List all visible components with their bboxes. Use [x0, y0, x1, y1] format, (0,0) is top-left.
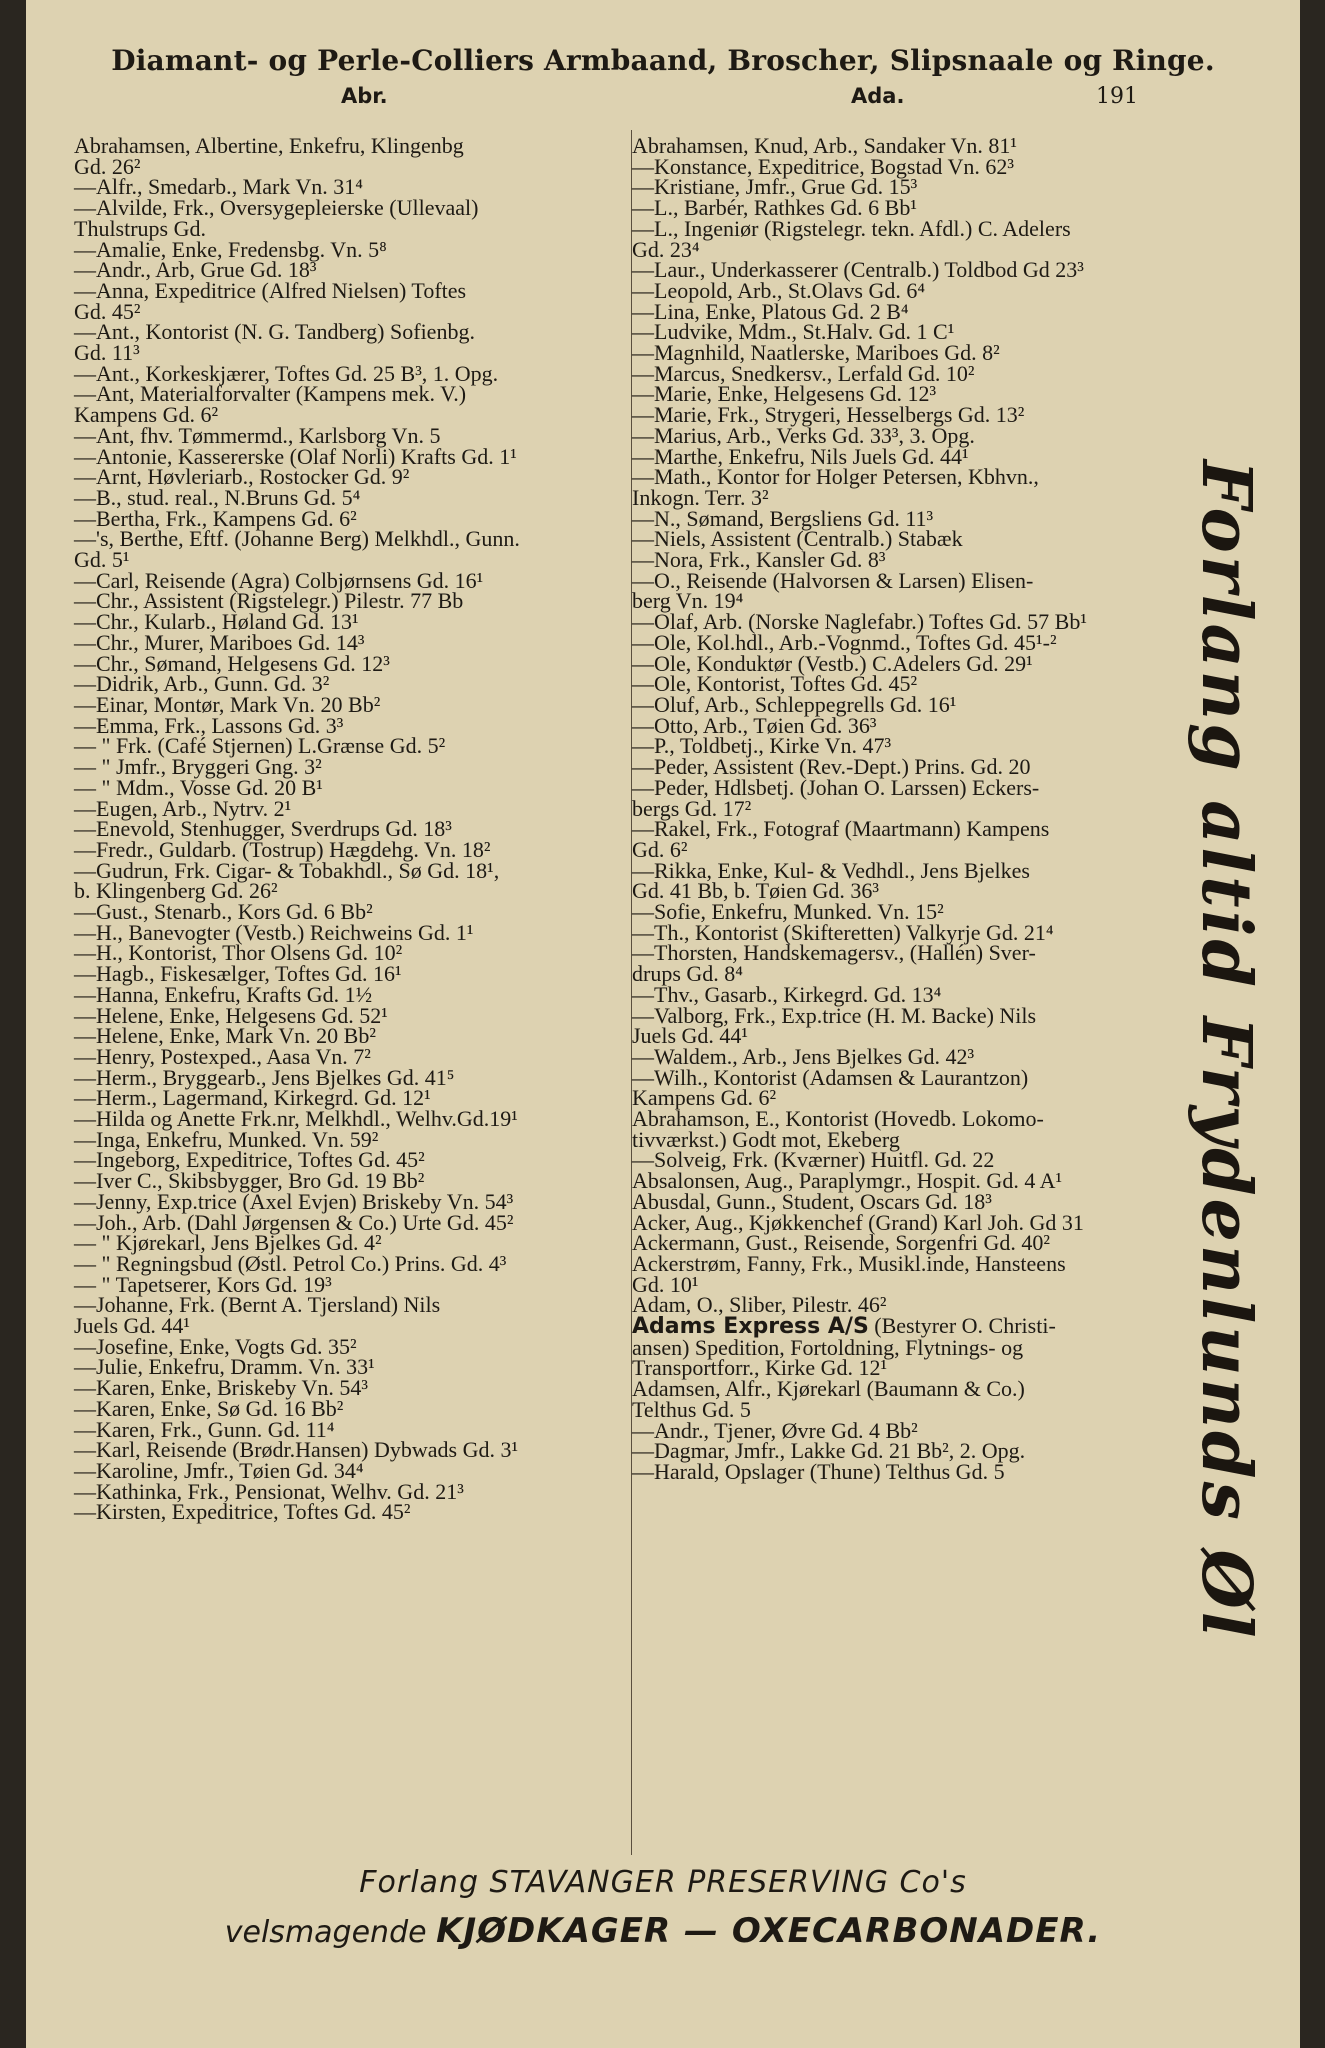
directory-entry-line: —L., Barbér, Rathkes Gd. 6 Bb¹ — [632, 195, 917, 221]
directory-entry-line: —Thv., Gasarb., Kirkegrd. Gd. 13⁴ — [632, 981, 942, 1007]
directory-entry-line: —Chr., Sømand, Helgesens Gd. 12³ — [74, 650, 390, 676]
directory-entry-line: — " Jmfr., Bryggeri Gng. 3² — [74, 754, 322, 780]
directory-entry-line: —Andr., Arb, Grue Gd. 18³ — [74, 257, 317, 283]
footer-product: KJØDKAGER — OXECARBONADER. — [436, 1911, 1102, 1951]
footer-advertisement-line-1: Forlang STAVANGER PRESERVING Co's — [359, 1865, 967, 1900]
directory-entry-line: —Laur., Underkasserer (Centralb.) Toldbod Gd 23³ — [632, 257, 1084, 283]
directory-entry-line: —Gudrun, Frk. Cigar- & Tobakhdl., Sø Gd. 18¹, — [74, 857, 500, 883]
directory-entry-line: —Julie, Enkefru, Dramm. Vn. 33¹ — [74, 1354, 375, 1380]
directory-entry-line: —Iver C., Skibsbygger, Bro Gd. 19 Bb² — [74, 1168, 425, 1194]
directory-entry-line: Absalonsen, Aug., Paraplymgr., Hospit. Gd. 4 A¹ — [632, 1168, 1063, 1194]
directory-entry-line: — " Regningsbud (Østl. Petrol Co.) Prins. Gd. 4³ — [74, 1250, 507, 1276]
directory-entry-line: —Marie, Enke, Helgesens Gd. 12³ — [632, 381, 937, 407]
directory-entry-line: —Waldem., Arb., Jens Bjelkes Gd. 42³ — [632, 1043, 975, 1069]
directory-entry-line: Ackerstrøm, Fanny, Frk., Musikl.inde, Hansteens — [632, 1250, 1066, 1276]
directory-entry-line: —Niels, Assistent (Centralb.) Stabæk — [632, 526, 963, 552]
directory-entry-line: —Karen, Enke, Sø Gd. 16 Bb² — [74, 1395, 344, 1421]
directory-entry-line: Gd. 41 Bb, b. Tøien Gd. 36³ — [632, 878, 879, 904]
directory-entry-line: —Henry, Postexped., Aasa Vn. 7² — [74, 1043, 371, 1069]
directory-entry-line: Inkogn. Terr. 3² — [632, 484, 769, 510]
directory-entry-line: Kampens Gd. 6² — [74, 402, 219, 428]
directory-entry-line: —Rakel, Frk., Fotograf (Maartmann) Kampens — [632, 816, 1050, 842]
directory-entry-line: —Joh., Arb. (Dahl Jørgensen & Co.) Urte Gd. 45² — [74, 1209, 514, 1235]
page-number: 191 — [1096, 84, 1138, 109]
directory-entry-line: Gd. 5¹ — [74, 547, 130, 573]
directory-entry-line: —O., Reisende (Halvorsen & Larsen) Elisen- — [632, 567, 1034, 593]
directory-entry-line: —Karen, Frk., Gunn. Gd. 11⁴ — [74, 1416, 335, 1442]
directory-entry-line: bergs Gd. 17² — [632, 795, 752, 821]
directory-entry-line: —Herm., Bryggearb., Jens Bjelkes Gd. 41⁵ — [74, 1064, 455, 1090]
directory-entry-line: —Emma, Frk., Lassons Gd. 3³ — [74, 712, 344, 738]
directory-entry-line: Acker, Aug., Kjøkkenchef (Grand) Karl Joh. Gd 31 — [632, 1209, 1084, 1235]
directory-entry-line: —Oluf, Arb., Schleppegrells Gd. 16¹ — [632, 691, 957, 717]
directory-entry-line: Thulstrups Gd. — [74, 215, 206, 241]
directory-entry-line: —Hanna, Enkefru, Krafts Gd. 1½ — [74, 981, 373, 1007]
directory-entry-line: —P., Toldbetj., Kirke Vn. 47³ — [632, 733, 892, 759]
directory-entry-line: —Marie, Frk., Strygeri, Hesselbergs Gd. 13² — [632, 402, 1025, 428]
running-head-middle: Ada. — [851, 84, 905, 108]
directory-entry-line: —Wilh., Kontorist (Adamsen & Laurantzon) — [632, 1064, 1029, 1090]
directory-entry-line: Gd. 26² — [74, 153, 141, 179]
directory-entry-line: —Gust., Stenarb., Kors Gd. 6 Bb² — [74, 899, 373, 925]
directory-entry-line: —Johanne, Frk. (Bernt A. Tjersland) Nils — [74, 1292, 441, 1318]
directory-entry-line: Abrahamsen, Knud, Arb., Sandaker Vn. 81¹ — [632, 133, 1018, 158]
directory-entry-line: —Alfr., Smedarb., Mark Vn. 31⁴ — [74, 174, 363, 200]
directory-entry-line: —Th., Kontorist (Skifteretten) Valkyrje Gd. 21⁴ — [632, 919, 1054, 945]
directory-entry-line: — " Mdm., Vosse Gd. 20 B¹ — [74, 774, 323, 800]
directory-entry-line: —Ole, Kontorist, Toftes Gd. 45² — [632, 671, 918, 697]
directory-entry-line: —Karl, Reisende (Brødr.Hansen) Dybwads Gd. 3¹ — [74, 1437, 519, 1463]
directory-entry-line: — " Kjørekarl, Jens Bjelkes Gd. 4² — [74, 1230, 382, 1256]
directory-entry-line: —Inga, Enkefru, Munked. Vn. 59² — [74, 1126, 379, 1152]
directory-entry-line: —Sofie, Enkefru, Munked. Vn. 15² — [632, 899, 944, 925]
directory-entry-line: —Bertha, Frk., Kampens Gd. 6² — [74, 505, 357, 531]
directory-entry-line: —Helene, Enke, Mark Vn. 20 Bb² — [74, 1023, 376, 1049]
directory-entry-line: —Kathinka, Frk., Pensionat, Welhv. Gd. 21³ — [74, 1478, 464, 1504]
directory-entry-line: —B., stud. real., N.Bruns Gd. 5⁴ — [74, 484, 361, 510]
directory-entry-line: tivværkst.) Godt mot, Ekeberg — [632, 1126, 900, 1152]
directory-entry-line: —Thorsten, Handskemagersv., (Hallén) Sver- — [632, 940, 1036, 966]
directory-entry-line: —'s, Berthe, Eftf. (Johanne Berg) Melkhdl., Gunn. — [74, 526, 520, 552]
directory-entry-line: —L., Ingeniør (Rigstelegr. tekn. Afdl.) C. Adelers — [632, 215, 1071, 241]
directory-entry-line: berg Vn. 19⁴ — [632, 588, 744, 614]
directory-entry-line: —Kirsten, Expeditrice, Toftes Gd. 45² — [74, 1499, 411, 1525]
footer-advertisement-line-2 — [26, 1911, 1300, 1951]
directory-entry-line: —Helene, Enke, Helgesens Gd. 52¹ — [74, 1002, 388, 1028]
directory-entry-line: —Konstance, Expeditrice, Bogstad Vn. 62³ — [632, 153, 1014, 179]
directory-entry-line: Gd. 45² — [74, 298, 141, 324]
directory-entry-line: —Alvilde, Frk., Oversygepleierske (Ullevaal) — [74, 195, 479, 221]
directory-entry-line: —Herm., Lagermand, Kirkegrd. Gd. 12¹ — [74, 1085, 431, 1111]
directory-entry-line: —Einar, Montør, Mark Vn. 20 Bb² — [74, 691, 381, 717]
directory-entry-line: —H., Kontorist, Thor Olsens Gd. 10² — [74, 940, 403, 966]
directory-entry-line: —Anna, Expeditrice (Alfred Nielsen) Toftes — [74, 277, 467, 303]
directory-entry-line: —Marcus, Snedkersv., Lerfald Gd. 10² — [632, 360, 975, 386]
directory-entry-line: — " Frk. (Café Stjernen) L.Grænse Gd. 5² — [74, 733, 446, 759]
directory-entry-line: —Ant., Kontorist (N. G. Tandberg) Sofienbg. — [74, 319, 475, 345]
directory-entry-line: —Hagb., Fiskesælger, Toftes Gd. 16¹ — [74, 961, 402, 987]
directory-entry-line: —Enevold, Stenhugger, Sverdrups Gd. 18³ — [74, 816, 452, 842]
directory-entry-line: —Olaf, Arb. (Norske Naglefabr.) Toftes Gd. 57 Bb¹ — [632, 609, 1087, 635]
directory-entry-line: —Magnhild, Naatlerske, Mariboes Gd. 8² — [632, 340, 1000, 366]
directory-entry-line: —Ludvike, Mdm., St.Halv. Gd. 1 C¹ — [632, 319, 955, 345]
directory-entry-line: —Harald, Opslager (Thune) Telthus Gd. 5 — [632, 1459, 1005, 1484]
directory-entry-line: —Chr., Kularb., Høland Gd. 13¹ — [74, 609, 359, 635]
directory-entry-line: — " Tapetserer, Kors Gd. 19³ — [74, 1271, 332, 1297]
directory-entry-line: b. Klingenberg Gd. 26² — [74, 878, 278, 904]
directory-entry-line: —Ingeborg, Expeditrice, Toftes Gd. 45² — [74, 1147, 425, 1173]
directory-entry-line: Telthus Gd. 5 — [632, 1396, 751, 1422]
directory-entry-line: —Marius, Arb., Verks Gd. 33³, 3. Opg. — [632, 422, 975, 448]
left-column — [74, 133, 629, 1525]
company-entry-line: Transportforr., Kirke Gd. 12¹ — [632, 1355, 888, 1381]
directory-entry-line: —H., Banevogter (Vestb.) Reichweins Gd. 1¹ — [74, 919, 474, 945]
right-column — [632, 133, 1192, 1484]
directory-entry-line: —Solveig, Frk. (Kværner) Huitfl. Gd. 22 — [632, 1147, 995, 1173]
directory-entry-line: —Peder, Assistent (Rev.-Dept.) Prins. Gd. 20 — [632, 754, 1031, 780]
directory-entry-line: —Karoline, Jmfr., Tøien Gd. 34⁴ — [74, 1458, 364, 1483]
directory-entry-line: —Jenny, Exp.trice (Axel Evjen) Briskeby Vn. 54³ — [74, 1188, 514, 1214]
directory-entry-line: Gd. 23⁴ — [632, 236, 700, 262]
directory-entry-line: —Ant, fhv. Tømmermd., Karlsborg Vn. 5 — [74, 422, 441, 448]
footer-prefix: velsmagende — [224, 1915, 437, 1950]
directory-entry-line: —Antonie, Kassererske (Olaf Norli) Krafts Gd. 1¹ — [74, 443, 517, 469]
directory-entry-line: —Carl, Reisende (Agra) Colbjørnsens Gd. 16¹ — [74, 567, 484, 593]
directory-entry-line: Gd. 6² — [632, 836, 688, 862]
directory-entry-line: Adam, O., Sliber, Pilestr. 46² — [632, 1292, 887, 1318]
directory-entry-line: —Math., Kontor for Holger Petersen, Kbhvn., — [632, 464, 1039, 490]
directory-entry-line: —Karen, Enke, Briskeby Vn. 54³ — [74, 1375, 368, 1401]
directory-entry-line: —Marthe, Enkefru, Nils Juels Gd. 44¹ — [632, 443, 969, 469]
directory-entry-line: —Josefine, Enke, Vogts Gd. 35² — [74, 1333, 357, 1359]
directory-entry-line: —Kristiane, Jmfr., Grue Gd. 15³ — [632, 174, 918, 200]
side-advertisement-text: Forlang altid Frydenlunds Øl — [1186, 460, 1266, 1641]
directory-entry-line: —Rikka, Enke, Kul- & Vedhdl., Jens Bjelkes — [632, 857, 1030, 883]
directory-entry-line: —Andr., Tjener, Øvre Gd. 4 Bb² — [632, 1417, 918, 1443]
directory-entry-line: Adamsen, Alfr., Kjørekarl (Baumann & Co.) — [632, 1376, 1025, 1402]
directory-entry-line: —Didrik, Arb., Gunn. Gd. 3² — [74, 671, 330, 697]
directory-entry-line: —Fredr., Guldarb. (Tostrup) Hægdehg. Vn. 18² — [74, 836, 491, 862]
directory-entry-line: Abusdal, Gunn., Student, Oscars Gd. 18³ — [632, 1188, 992, 1214]
directory-entry-line: —Leopold, Arb., St.Olavs Gd. 6⁴ — [632, 277, 926, 303]
directory-entry-line: —Ole, Konduktør (Vestb.) C.Adelers Gd. 29¹ — [632, 650, 1033, 676]
directory-entry-line: —Hilda og Anette Frk.nr, Melkhdl., Welhv.Gd.19¹ — [74, 1106, 518, 1132]
directory-entry-line: —Dagmar, Jmfr., Lakke Gd. 21 Bb², 2. Opg. — [632, 1438, 1026, 1464]
directory-entry-line: —Chr., Murer, Mariboes Gd. 14³ — [74, 629, 365, 655]
directory-entry-line: —Nora, Frk., Kansler Gd. 8³ — [632, 547, 886, 573]
directory-entry-line: —Peder, Hdlsbetj. (Johan O. Larssen) Eckers- — [632, 774, 1040, 800]
top-banner-advertisement: Diamant- og Perle-Colliers Armbaand, Broscher, Slipsnaale og Ringe. — [111, 44, 1215, 77]
directory-entry-line: Kampens Gd. 6² — [632, 1085, 777, 1111]
directory-entry-line: Ackermann, Gust., Reisende, Sorgenfri Gd. 40² — [632, 1230, 1050, 1256]
directory-entry-line: —N., Sømand, Bergsliens Gd. 11³ — [632, 505, 934, 531]
directory-entry-line: —Valborg, Frk., Exp.trice (H. M. Backe) Nils — [632, 1002, 1037, 1028]
directory-page — [26, 0, 1300, 2048]
directory-entry-line: —Lina, Enke, Platous Gd. 2 B⁴ — [632, 298, 909, 324]
directory-entry-line: Juels Gd. 44¹ — [74, 1313, 190, 1339]
running-head-left: Abr. — [341, 84, 388, 108]
company-entry-text: (Bestyrer O. Christi- — [868, 1313, 1056, 1339]
directory-entry-line: —Ant, Materialforvalter (Kampens mek. V.) — [74, 381, 467, 407]
directory-entry-line: —Arnt, Høvleriarb., Rostocker Gd. 9² — [74, 464, 410, 490]
directory-entry-line: —Chr., Assistent (Rigstelegr.) Pilestr. 77 Bb — [74, 588, 464, 614]
directory-entry-line: drups Gd. 8⁴ — [632, 961, 743, 987]
directory-entry-line: —Otto, Arb., Tøien Gd. 36³ — [632, 712, 877, 738]
directory-entry-line: —Ole, Kol.hdl., Arb.-Vognmd., Toftes Gd. 45¹-² — [632, 629, 1057, 655]
directory-entry-line: Abrahamson, E., Kontorist (Hovedb. Lokomo- — [632, 1106, 1044, 1132]
directory-entry-line: Abrahamsen, Albertine, Enkefru, Klingenbg — [74, 133, 464, 158]
directory-entry-line: Gd. 11³ — [74, 340, 140, 366]
directory-entry-line: —Eugen, Arb., Nytrv. 2¹ — [74, 795, 292, 821]
directory-entry-line: —Ant., Korkeskjærer, Toftes Gd. 25 B³, 1. Opg. — [74, 360, 499, 386]
company-entry-line: ansen) Spedition, Fortoldning, Flytnings- og — [632, 1334, 1024, 1360]
directory-entry-line: Gd. 10¹ — [632, 1271, 699, 1297]
directory-entry-line: —Amalie, Enke, Fredensbg. Vn. 5⁸ — [74, 236, 387, 262]
company-name: Adams Express A/S — [632, 1314, 869, 1340]
directory-entry-line: Juels Gd. 44¹ — [632, 1023, 748, 1049]
